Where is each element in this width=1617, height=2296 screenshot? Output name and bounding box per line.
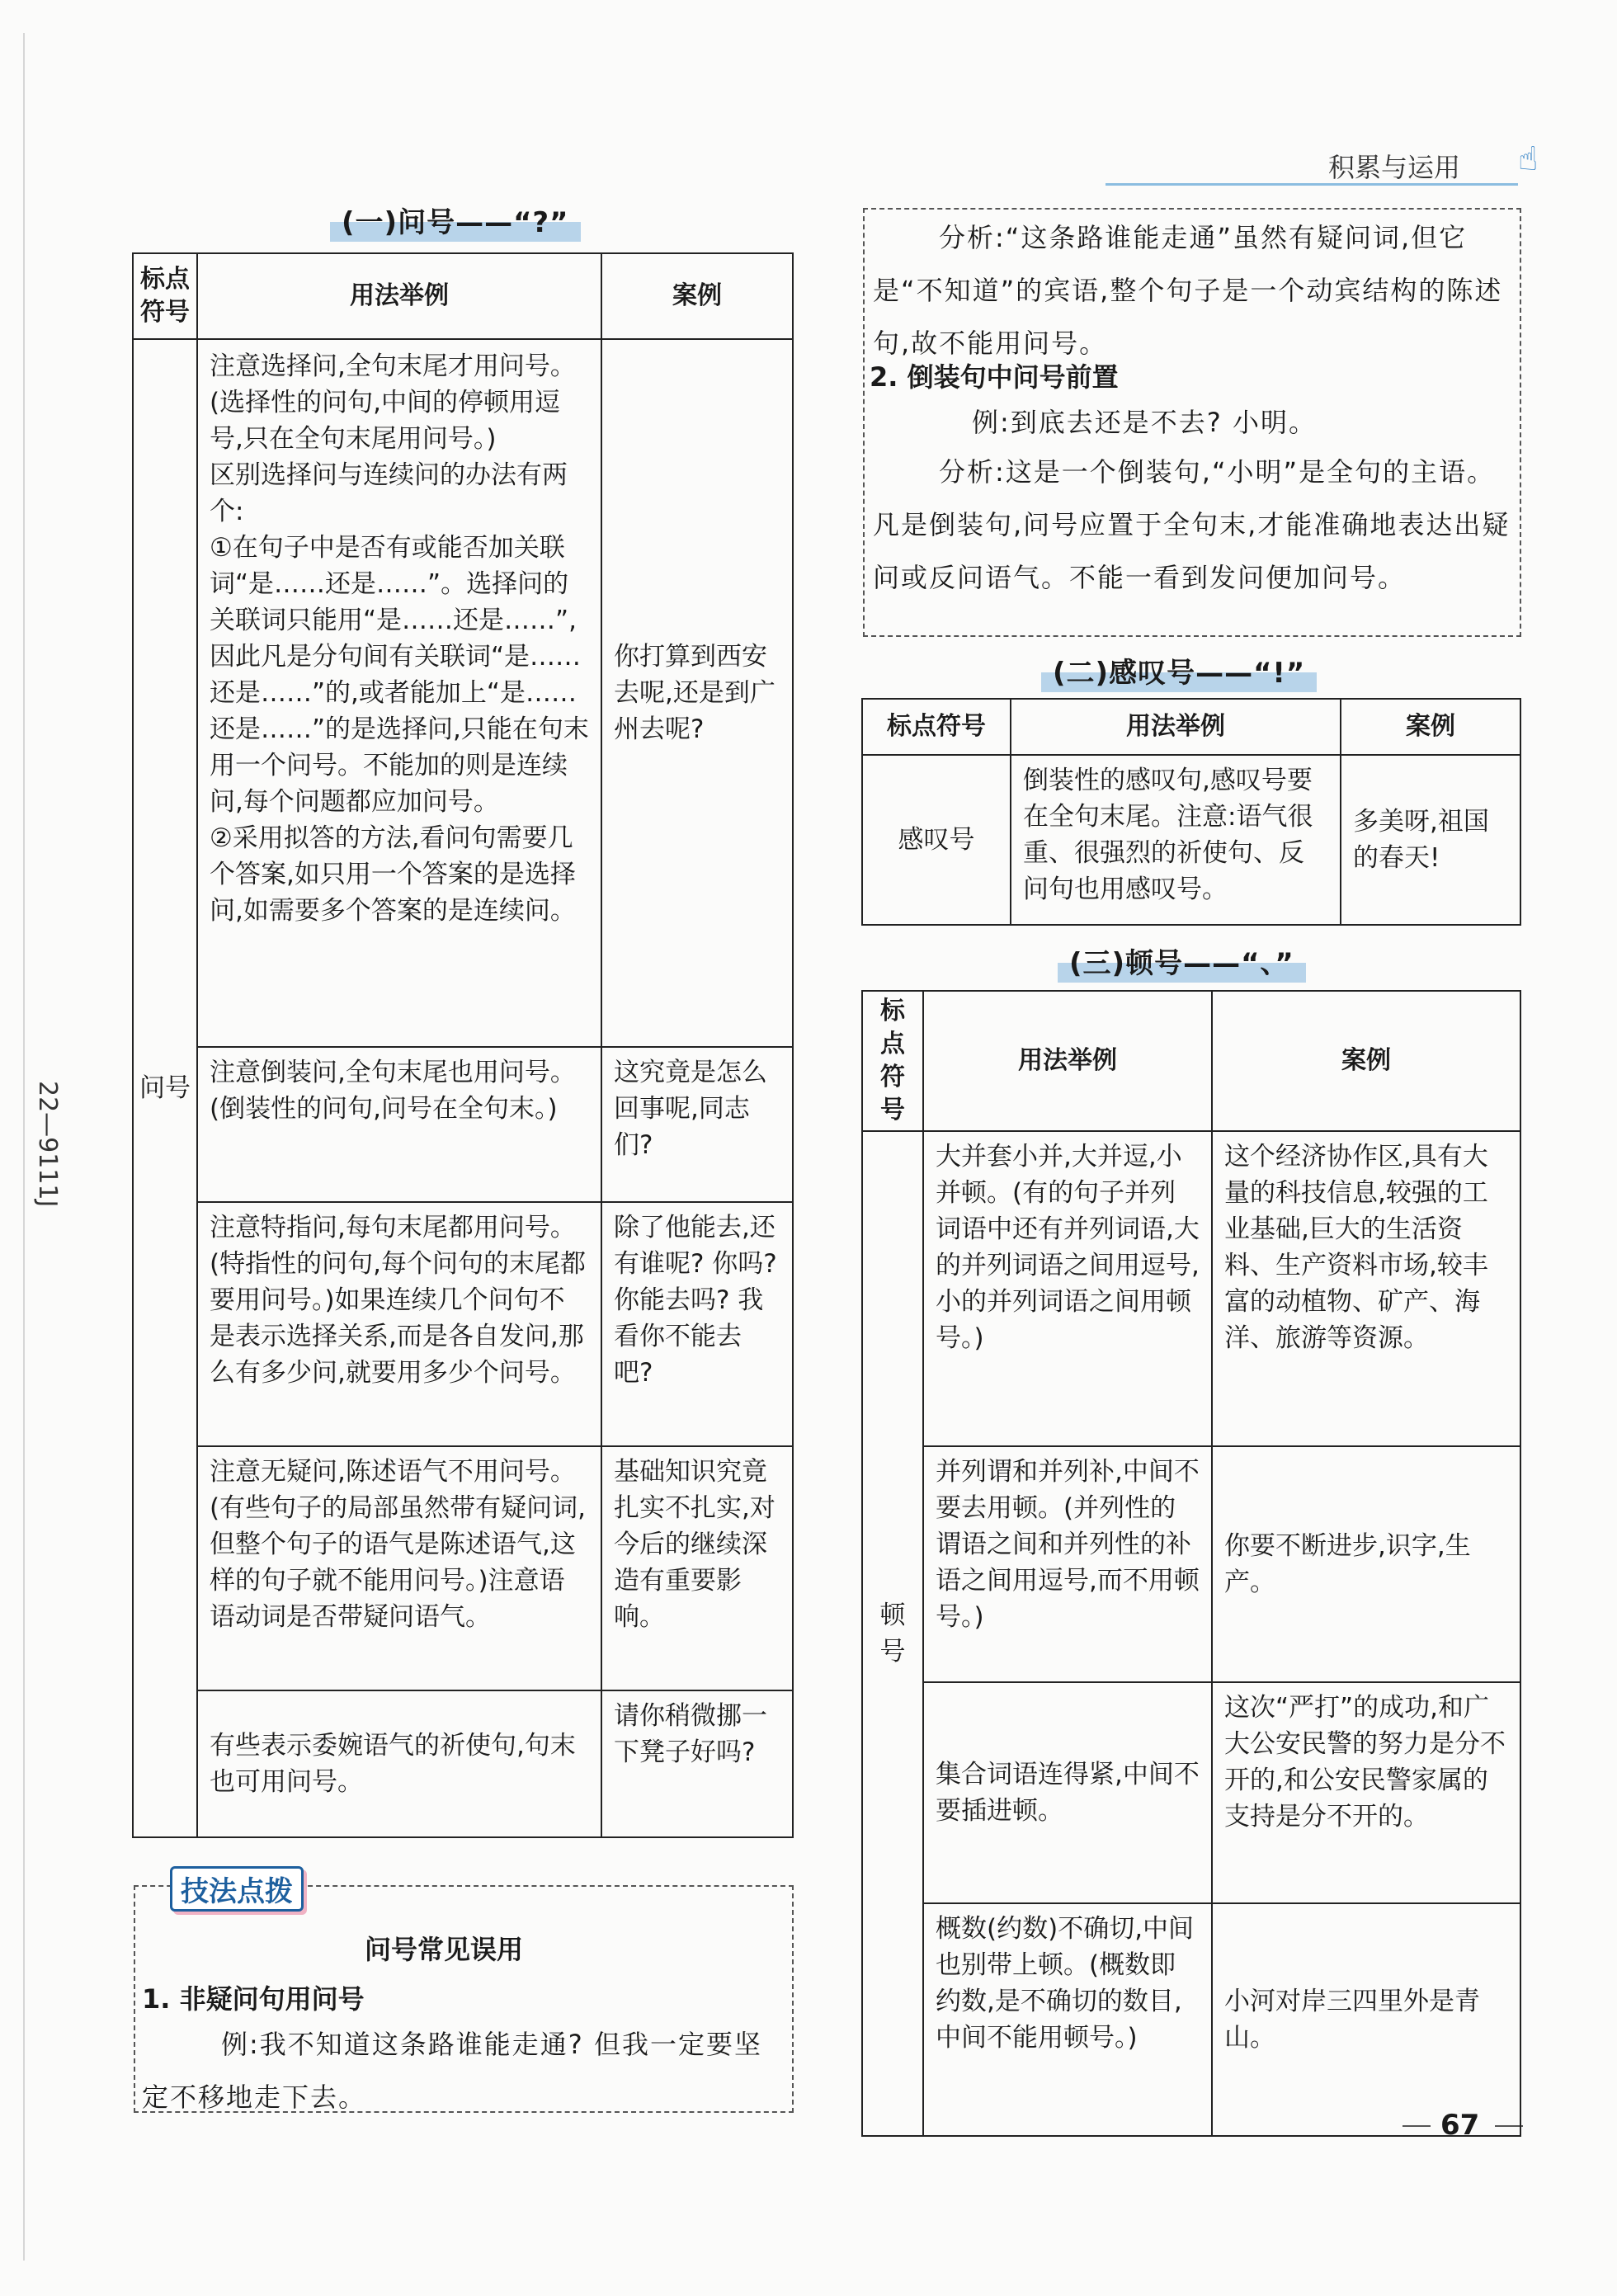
exclamation-table [861,698,1521,926]
col-header-symbol: 标点符号 [862,699,1011,755]
usage-cell [197,1047,601,1202]
usage-cell [197,339,601,1047]
example-text: 这次“严打”的成功,和广大公安民警的努力是分不开的,和公安民警家属的支持是分不开的。 [1224,1693,1506,1832]
col-header-usage: 用法举例 [197,253,601,339]
tips-item2-analysis: 分析:这是一个倒装句,“小明”是全句的主语。凡是倒装句,问号应置于全句末,才能准确地表达出疑问或反问语气。不能一看到发问便加问号。 [873,456,1511,593]
header-rule [1106,183,1518,186]
col-header-example: 案例 [1212,991,1520,1131]
example-cell [601,1690,793,1837]
example-text: 基础知识究竟扎实不扎实,对今后的继续深造有重要影响。 [614,1457,776,1632]
tips-item2-heading: 2. 倒装句中问号前置 [870,361,1119,393]
example-text: 这个经济协作区,具有大量的科技信息,较强的工业基础,巨大的生活资料、生产资料市场,较丰富的动植物、矿产、海洋、旅游等资源。 [1224,1142,1488,1353]
tips-item1-example: 例:我不知道这条路谁能走通? 但我一定要坚定不移地走下去。 [142,2029,762,2113]
col-header-symbol: 标点符号 [862,991,923,1131]
example-text: 这究竟是怎么回事呢,同志们? [614,1058,767,1160]
usage-text: 有些表示委婉语气的祈使句,句末也可用问号。 [210,1731,576,1797]
usage-cell [923,1682,1212,1903]
example-text: 小河对岸三四里外是青山。 [1224,1987,1480,2053]
col-header-usage: 用法举例 [923,991,1212,1131]
example-text: 多美呀,祖国的春天! [1353,807,1489,873]
usage-cell [923,1131,1212,1446]
exclamation-section-title: (二)感叹号——“!” [1041,648,1317,692]
exclamation-symbol: 感叹号 [898,825,975,855]
pause-mark-symbol-cell [862,1131,923,2136]
usage-text: 注意选择问,全句末尾才用问号。(选择性的问句,中间的停顿用逗号,只在全句末尾用问号。) 区别选择问与连续问的办法有两个: ①在句子中是否有或能否加关联词“是……还是……”。选择问的关联词只能用“是……还是……”,因此凡是分句间有关联词“是……还是……”的,或者能加上“是……还是……”的是选择问,只能在句末用一个问号。不能加的则是连续问,每个问题都应加问号。 ②采用拟答的方法,看问句需要几个答案,如只用一个答案的是选择问,如需要多个答案的是连续问。 [210,351,589,926]
example-text: 除了他能去,还有谁呢? 你吗? 你能去吗? 我看你不能去吧? [614,1213,777,1388]
pause-mark-symbol: 顿号 [879,1601,906,1667]
usage-cell [197,1446,601,1690]
page-number: 67 [1440,2109,1480,2142]
question-mark-symbol: 问号 [139,1073,191,1103]
example-cell [601,339,793,1047]
example-cell [1212,1446,1520,1682]
usage-text: 注意无疑问,陈述语气不用问号。(有些句子的局部虽然带有疑问词,但整个句子的语气是陈述语气,这样的句子就不能用问号。)注意语语动词是否带疑问语气。 [210,1457,586,1632]
example-cell [1212,1682,1520,1903]
example-cell [601,1047,793,1202]
tips-item1-heading: 1. 非疑问句用问号 [142,1983,365,2015]
tips-item2-example: 例:到底去还是不去? 小明。 [972,407,1317,438]
example-text: 你要不断进步,识字,生产。 [1224,1531,1471,1597]
tips-title: 问号常见误用 [365,1934,524,1965]
usage-text: 集合词语连得紧,中间不要插进顿。 [936,1760,1200,1826]
side-code: 22—9111J [33,1081,62,1208]
exclamation-symbol-cell [862,755,1011,925]
usage-text: 注意特指问,每句末尾都用问号。(特指性的问句,每个问句的末尾都要用问号。)如果连续几个问句不是表示选择关系,而是各自发问,那么有多少问,就要用多少个问号。 [210,1213,586,1388]
example-text: 请你稍微挪一下凳子好吗? [614,1701,767,1767]
usage-text: 倒装性的感叹句,感叹号要在全句末尾。注意:语气很重、很强烈的祈使句、反问句也用感叹号。 [1023,766,1313,904]
usage-text: 并列谓和并列补,中间不要去用顿。(并列性的谓语之间和并列性的补语之间用逗号,而不用顿号。) [936,1457,1200,1632]
col-header-symbol: 标点符号 [133,253,197,339]
question-mark-symbol-cell [133,339,197,1837]
example-text: 你打算到西安去呢,还是到广州去呢? [614,642,776,744]
question-mark-section-title: (一)问号——“?” [330,198,581,242]
usage-cell [1011,755,1341,925]
usage-cell [197,1202,601,1446]
question-mark-table [132,252,794,1838]
usage-cell [923,1446,1212,1682]
col-header-example: 案例 [1341,699,1520,755]
example-cell [1212,1903,1520,2136]
usage-cell [923,1903,1212,2136]
pause-mark-table [861,990,1521,2137]
example-cell [1341,755,1520,925]
col-header-usage: 用法举例 [1011,699,1341,755]
example-cell [601,1202,793,1446]
usage-text: 大并套小并,大并逗,小并顿。(有的句子并列词语中还有并列词语,大的并列词语之间用逗号,小的并列词语之间用顿号。) [936,1142,1200,1353]
example-cell [601,1446,793,1690]
example-cell [1212,1131,1520,1446]
pause-mark-section-title: (三)顿号——“、” [1058,939,1306,983]
pointing-hand-icon: ☝ [1518,140,1539,178]
header-section-label: 积累与运用 [1328,152,1461,183]
left-margin-line [23,33,25,2261]
usage-cell [197,1690,601,1837]
usage-text: 概数(约数)不确切,中间也别带上顿。(概数即约数,是不确切的数目,中间不能用顿号。) [936,1914,1195,2053]
usage-text: 注意倒装问,全句末尾也用问号。(倒装性的问句,问号在全句末。) [210,1058,576,1124]
tips-badge: 技法点拨 [170,1866,304,1912]
col-header-example: 案例 [601,253,793,339]
tips-item1-analysis: 分析:“这条路谁能走通”虽然有疑问词,但它是“不知道”的宾语,整个句子是一个动宾结构的陈述句,故不能用问号。 [873,222,1503,359]
